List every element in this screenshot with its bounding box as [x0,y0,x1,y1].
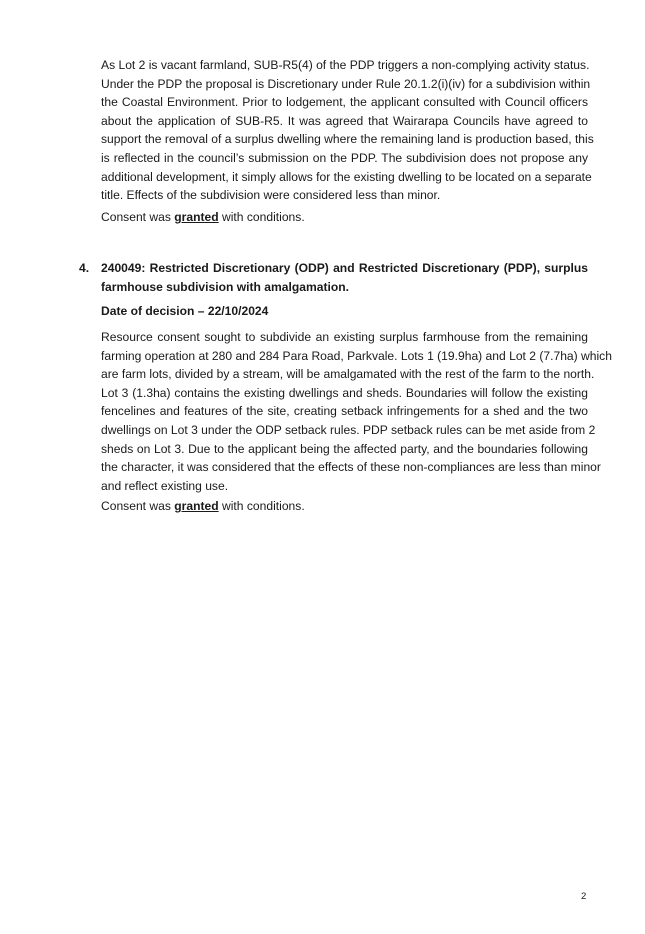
text-line: are farm lots, divided by a stream, will be amalgamated with the rest of the farm to the north. [101,367,595,382]
text-line: support the removal of a surplus dwelling where the remaining land is production based, this [101,132,594,147]
text-line: the Coastal Environment. Prior to lodgement, the applicant consulted with Council officers [101,95,588,110]
text-line: dwellings on Lot 3 under the ODP setback rules. PDP setback rules can be met aside from 2 [101,422,596,437]
text-line: Resource consent sought to subdivide an existing surplus farmhouse from the remaining [101,330,588,344]
heading-line: 240049: Restricted Discretionary (ODP) and Restricted Discretionary (PDP), surplus [101,261,588,275]
heading-line: farmhouse subdivision with amalgamation. [101,279,349,294]
consent-prefix: Consent was [101,499,175,513]
decision-date: Date of decision – 22/10/2024 [101,304,269,318]
item-heading [101,259,588,296]
page-number: 2 [581,891,587,902]
text-line: farming operation at 280 and 284 Para Road, Parkvale. Lots 1 (19.9ha) and Lot 2 (7.7ha) which [101,348,612,363]
consent-statement [101,208,305,226]
text-line: title. Effects of the subdivision were considered less than minor. [101,188,441,203]
text-line: about the application of SUB-R5. It was agreed that Wairarapa Councils have agreed to [101,113,588,128]
granted-text: granted [174,210,219,224]
text-line: is reflected in the council’s submission on the PDP. The subdivision does not propose any [101,150,588,165]
consent-prefix: Consent was [101,210,175,224]
paragraph-item4-body [101,328,612,495]
text-line: additional development, it simply allows for the existing dwelling to be located on a separate [101,169,592,184]
item-number: 4. [79,261,90,275]
text-line: fencelines and features of the site, creating setback infringements for a shed and the two [101,404,588,419]
text-line: As Lot 2 is vacant farmland, SUB-R5(4) of the PDP triggers a non-complying activity status. [101,58,590,72]
text-line: Lot 3 (1.3ha) contains the existing dwellings and sheds. Boundaries will follow the existing [101,385,588,400]
text-line: sheds on Lot 3. Due to the applicant being the affected party, and the boundaries following [101,441,588,456]
paragraph-lot2-assessment [101,56,594,205]
consent-statement [101,497,305,515]
granted-text: granted [174,499,219,513]
consent-suffix: with conditions. [218,499,305,513]
consent-suffix: with conditions. [218,210,305,224]
text-line: Under the PDP the proposal is Discretionary under Rule 20.1.2(i)(iv) for a subdivision within [101,76,591,91]
text-line: the character, it was considered that the effects of these non-compliances are less than minor [101,460,601,475]
text-line: and reflect existing use. [101,478,229,493]
